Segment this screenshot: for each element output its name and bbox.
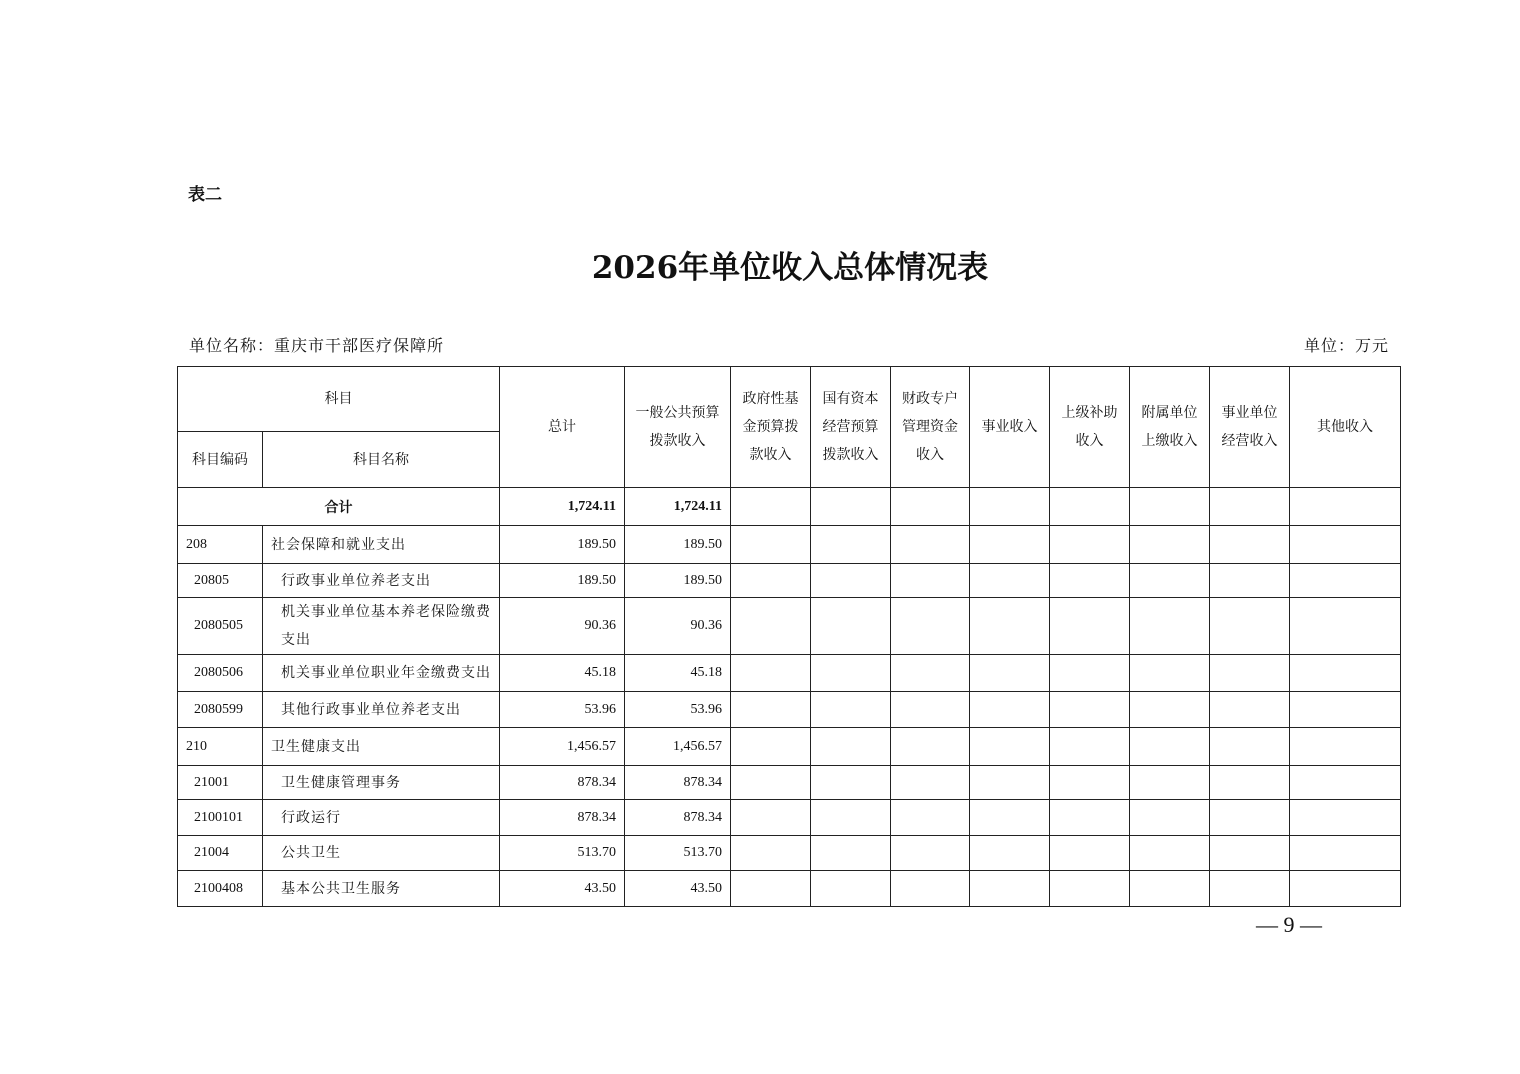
row-name: 机关事业单位职业年金缴费支出 [263,655,500,692]
row-name: 社会保障和就业支出 [263,526,500,564]
header-general-budget: 一般公共预算拨款收入 [625,367,731,488]
row-code: 21001 [178,766,263,800]
header-other-income: 其他收入 [1290,367,1401,488]
empty-cell [970,526,1050,564]
empty-cell [970,766,1050,800]
empty-cell [1210,526,1290,564]
row-general-budget: 189.50 [625,526,731,564]
table-row [178,655,1401,692]
empty-cell [1130,871,1210,907]
row-code: 21004 [178,836,263,871]
empty-cell [811,766,891,800]
empty-cell [970,655,1050,692]
unit-measure: 单位：万元 [1303,336,1389,355]
empty-cell [1050,692,1130,728]
empty-cell [970,728,1050,766]
empty-cell [891,836,970,871]
row-general-budget: 878.34 [625,766,731,800]
empty-cell [811,800,891,836]
row-general-budget: 43.50 [625,871,731,907]
empty-cell [891,564,970,598]
empty-cell [731,871,811,907]
empty-cell [1130,526,1210,564]
row-name: 基本公共卫生服务 [263,871,500,907]
row-total: 878.34 [500,766,625,800]
row-code: 208 [178,526,263,564]
table-row [178,692,1401,728]
empty-cell [811,598,891,655]
empty-cell [1290,836,1401,871]
empty-cell [891,598,970,655]
empty-cell [811,871,891,907]
row-general-budget: 53.96 [625,692,731,728]
income-table [177,366,1401,907]
row-general-budget: 90.36 [625,598,731,655]
row-code: 2080505 [178,598,263,655]
row-code: 2100408 [178,871,263,907]
empty-cell [731,800,811,836]
row-total: 1,456.57 [500,728,625,766]
row-code: 20805 [178,564,263,598]
total-row [178,488,1401,526]
empty-cell [1130,766,1210,800]
page-title: 2026年单位收入总体情况表 [591,250,989,286]
empty-cell [731,598,811,655]
table-label: 表二 [188,185,222,205]
empty-cell [1210,871,1290,907]
empty-cell [1290,728,1401,766]
row-name: 行政运行 [263,800,500,836]
row-general-budget: 878.34 [625,800,731,836]
empty-cell [1050,728,1130,766]
empty-cell [1050,564,1130,598]
empty-cell [970,598,1050,655]
empty-cell [1050,766,1130,800]
row-total: 43.50 [500,871,625,907]
empty-cell [1290,526,1401,564]
table-row [178,526,1401,564]
empty-cell [731,488,811,526]
empty-cell [1210,564,1290,598]
empty-cell [731,728,811,766]
empty-cell [970,836,1050,871]
empty-cell [1210,655,1290,692]
empty-cell [811,564,891,598]
row-code: 2080506 [178,655,263,692]
empty-cell [1210,728,1290,766]
empty-cell [891,871,970,907]
empty-cell [811,526,891,564]
table-row [178,564,1401,598]
total-label: 合计 [178,488,500,526]
empty-cell [1290,692,1401,728]
row-total: 90.36 [500,598,625,655]
empty-cell [811,655,891,692]
empty-cell [731,564,811,598]
row-name: 其他行政事业单位养老支出 [263,692,500,728]
row-general-budget: 45.18 [625,655,731,692]
empty-cell [891,728,970,766]
empty-cell [1210,836,1290,871]
row-total: 878.34 [500,800,625,836]
row-total: 513.70 [500,836,625,871]
header-subject-name: 科目名称 [263,432,500,488]
empty-cell [731,766,811,800]
empty-cell [1290,871,1401,907]
row-code: 2100101 [178,800,263,836]
empty-cell [1050,598,1130,655]
empty-cell [891,655,970,692]
header-subject: 科目 [178,367,500,432]
empty-cell [811,728,891,766]
row-general-budget: 513.70 [625,836,731,871]
empty-cell [1130,692,1210,728]
empty-cell [731,836,811,871]
row-name: 卫生健康管理事务 [263,766,500,800]
header-affiliated-payment: 附属单位上缴收入 [1130,367,1210,488]
header-business-income: 事业收入 [970,367,1050,488]
empty-cell [891,488,970,526]
row-total: 53.96 [500,692,625,728]
empty-cell [1130,488,1210,526]
row-general-budget: 1,456.57 [625,728,731,766]
table-row [178,598,1401,655]
empty-cell [1050,836,1130,871]
unit-name: 单位名称：重庆市干部医疗保障所 [189,336,445,355]
empty-cell [1210,598,1290,655]
row-total: 189.50 [500,564,625,598]
empty-cell [731,526,811,564]
empty-cell [1290,655,1401,692]
empty-cell [970,564,1050,598]
total-general-budget: 1,724.11 [625,488,731,526]
row-name: 卫生健康支出 [263,728,500,766]
row-name: 机关事业单位基本养老保险缴费支出 [263,598,500,655]
empty-cell [1290,800,1401,836]
header-total: 总计 [500,367,625,488]
header-subject-code: 科目编码 [178,432,263,488]
empty-cell [1050,526,1130,564]
page-number: — 9 — [1256,912,1322,937]
empty-cell [1210,488,1290,526]
empty-cell [970,692,1050,728]
empty-cell [811,836,891,871]
table-row [178,728,1401,766]
row-name: 公共卫生 [263,836,500,871]
header-state-capital: 国有资本经营预算拨款收入 [811,367,891,488]
empty-cell [811,488,891,526]
empty-cell [731,655,811,692]
header-gov-fund: 政府性基金预算拨款收入 [731,367,811,488]
empty-cell [1210,800,1290,836]
empty-cell [1290,766,1401,800]
empty-cell [1130,836,1210,871]
empty-cell [1290,488,1401,526]
empty-cell [891,526,970,564]
empty-cell [1130,728,1210,766]
empty-cell [1130,598,1210,655]
empty-cell [811,692,891,728]
table-row [178,836,1401,871]
empty-cell [970,488,1050,526]
empty-cell [891,766,970,800]
empty-cell [970,800,1050,836]
row-total: 45.18 [500,655,625,692]
empty-cell [1050,655,1130,692]
row-general-budget: 189.50 [625,564,731,598]
header-superior-subsidy: 上级补助收入 [1050,367,1130,488]
empty-cell [1050,800,1130,836]
empty-cell [1290,564,1401,598]
empty-cell [891,800,970,836]
empty-cell [1130,655,1210,692]
row-total: 189.50 [500,526,625,564]
table-row [178,800,1401,836]
empty-cell [1130,564,1210,598]
header-fiscal-account: 财政专户管理资金收入 [891,367,970,488]
empty-cell [970,871,1050,907]
row-code: 210 [178,728,263,766]
total-total: 1,724.11 [500,488,625,526]
empty-cell [1050,488,1130,526]
table-row [178,766,1401,800]
empty-cell [1210,692,1290,728]
table-row [178,871,1401,907]
empty-cell [731,692,811,728]
empty-cell [1050,871,1130,907]
empty-cell [891,692,970,728]
row-name: 行政事业单位养老支出 [263,564,500,598]
header-business-operation: 事业单位经营收入 [1210,367,1290,488]
empty-cell [1290,598,1401,655]
empty-cell [1130,800,1210,836]
row-code: 2080599 [178,692,263,728]
empty-cell [1210,766,1290,800]
